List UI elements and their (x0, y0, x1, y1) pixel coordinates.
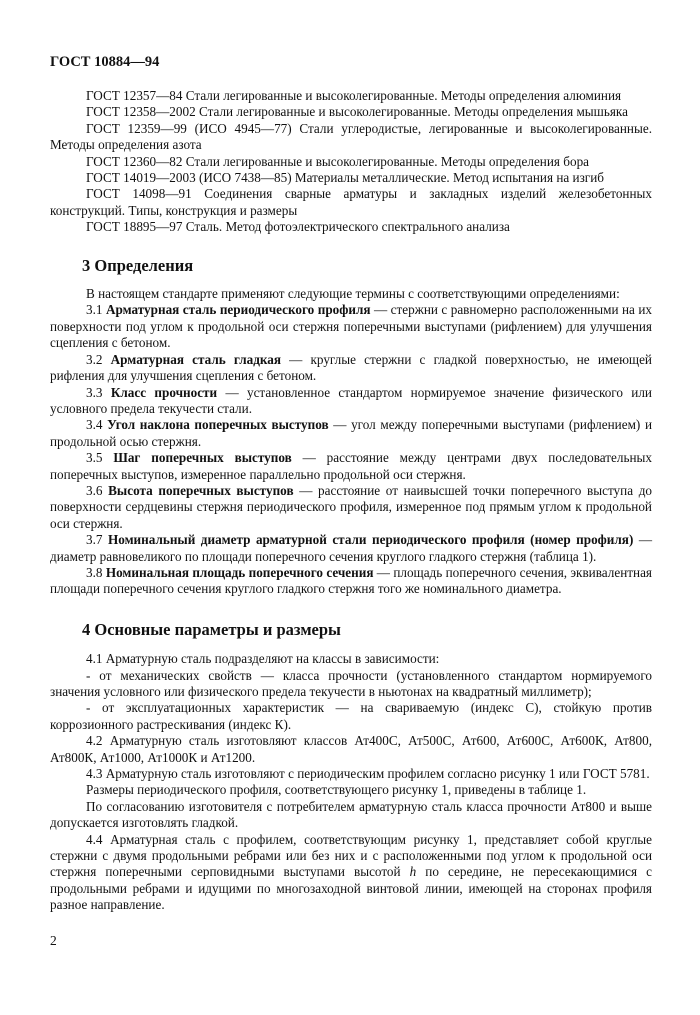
reference-item: ГОСТ 12360—82 Стали легированные и высоколегированные. Методы определения бора (86, 153, 590, 169)
height-variable: h (409, 864, 417, 880)
paragraph-4-1: 4.1 Арматурную сталь подразделяют на классы в зависимости: (86, 651, 440, 667)
paragraph-4-3-b: По согласованию изготовителя с потребителем арматурную сталь класса прочности Ат800 и выше допускается изготовлять гладкой. (50, 798, 652, 831)
section-4-title: 4 Основные параметры и размеры (82, 619, 341, 639)
definition-3-5 (50, 450, 652, 483)
definition-number: 3.1 (86, 302, 103, 318)
definition-text: — стержни с равномерно расположенными на их поверхности под углом к продольной оси стержня поперечными выступами (рифлением) для улучшения сцепления с бетоном. (50, 302, 653, 351)
definition-text: — установленное стандартом нормируемое значение физического или условного предела текучести стали. (50, 384, 652, 416)
definition-3-3 (50, 385, 652, 418)
definition-term: Арматурная сталь периодического профиля (105, 302, 371, 318)
paragraph-4-2: 4.2 Арматурную сталь изготовляют классов Ат400С, Ат500С, Ат600, Ат600С, Ат600К, Ат800, Ат800К, Ат1000, Ат1000К и Ат1200. (50, 733, 652, 765)
definition-term: Шаг поперечных выступов (113, 450, 292, 466)
definition-term: Номинальная площадь поперечного сечения (105, 564, 374, 580)
definition-number: 3.6 (86, 482, 103, 498)
paragraph-4-3: 4.3 Арматурную сталь изготовляют с периодическим профилем согласно рисунку 1 или ГОСТ 5781. (86, 766, 650, 782)
definition-term: Угол наклона поперечных выступов (107, 417, 329, 433)
definition-term: Высота поперечных выступов (108, 482, 294, 498)
section-3-intro: В настоящем стандарте применяют следующие термины с соответствующими определениями: (86, 286, 620, 302)
definition-number: 3.8 (86, 564, 103, 580)
reference-item: ГОСТ 12359—99 (ИСО 4945—77) Стали углеродистые, легированные и высоколегированные. Методы определения азота (50, 120, 652, 153)
definition-text: — круглые стержни с гладкой поверхностью, не имеющей рифления для улучшения сцепления с бетоном. (50, 351, 652, 384)
reference-item: ГОСТ 12358—2002 Стали легированные и высоколегированные. Методы определения мышьяка (86, 104, 628, 120)
definition-number: 3.4 (86, 417, 103, 433)
definition-3-8 (50, 565, 652, 598)
definition-text: — угол между поперечными выступами (рифлением) и продольной осью стержня. (50, 417, 652, 449)
paragraph-4-1-a: - от механических свойств — класса прочности (установленного стандартом нормируемого значения условного или физического предела текучести в ньютонах на квадратный миллиметр); (50, 667, 652, 699)
definition-3-4 (50, 417, 652, 450)
definition-text: — диаметр равновеликого по площади поперечного сечения круглого гладкого стержня (таблица 1). (50, 532, 653, 564)
section-3-title: 3 Определения (82, 255, 194, 275)
definition-3-7 (50, 532, 652, 565)
reference-item: ГОСТ 14098—91 Соединения сварные арматуры и закладных изделий железобетонных конструкций. Типы, конструкция и размеры (50, 186, 652, 218)
reference-item: ГОСТ 14019—2003 (ИСО 7438—85) Материалы металлические. Метод испытания на изгиб (86, 170, 604, 186)
definition-text: — расстояние от наивысшей точки поперечного выступа до поверхности сердцевины стержня периодического профиля, измеренное под прямым углом к продольной оси стержня. (50, 482, 652, 531)
reference-item: ГОСТ 18895—97 Сталь. Метод фотоэлектрического спектрального анализа (86, 219, 510, 235)
definition-text: — расстояние между центрами двух последовательных поперечных выступов, измеренное параллельно продольной оси стержня. (50, 450, 652, 482)
document-body (50, 88, 652, 914)
definition-3-2 (50, 352, 652, 385)
paragraph-text: 4.4 Арматурная сталь с профилем, соответствующим рисунку 1, представляет собой круглые стержни с двумя продольными ребрами или без них и с расположенными под углом к продольной оси стержня поперечными серповидными выступами высотой (50, 831, 652, 880)
definition-number: 3.7 (86, 532, 103, 548)
definition-term: Класс прочности (110, 384, 218, 400)
paragraph-text: по середине, не пересекающимися с продольными ребрами и идущими по многозаходной винтовой линии, имеющей на сторонах профиля разное направление. (50, 864, 652, 913)
paragraph-4-1-b: - от эксплуатационных характеристик — на свариваемую (индекс С), стойкую против коррозионного растрескивания (индекс К). (50, 700, 652, 732)
normative-references-list (50, 88, 652, 236)
paragraph-4-4 (50, 832, 652, 914)
definition-3-1 (50, 302, 652, 351)
definition-number: 3.3 (86, 384, 103, 400)
definition-term: Арматурная сталь гладкая (110, 351, 281, 367)
definition-term: Номинальный диаметр арматурной стали периодического профиля (номер профиля) (107, 532, 634, 548)
page-number: 2 (50, 933, 57, 948)
definition-number: 3.5 (86, 450, 103, 466)
definition-3-6 (50, 483, 652, 532)
reference-item: ГОСТ 12357—84 Стали легированные и высоколегированные. Методы определения алюминия (86, 88, 622, 103)
paragraph-4-3-a: Размеры периодического профиля, соответствующего рисунку 1, приведены в таблице 1. (86, 782, 587, 798)
document-code-header: ГОСТ 10884—94 (50, 54, 160, 70)
definition-number: 3.2 (86, 351, 103, 367)
definition-text: — площадь поперечного сечения, эквивалентная площади поперечного сечения круглого гладкого стержня того же номинального диаметра. (50, 564, 652, 597)
